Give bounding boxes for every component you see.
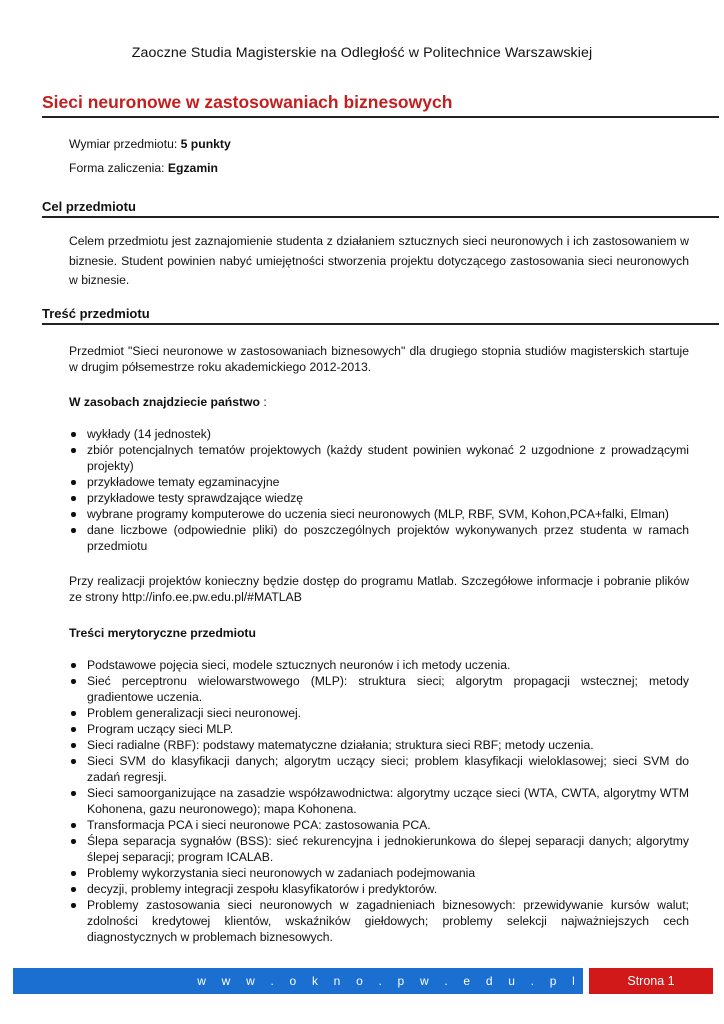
resources-heading-suffix: : (259, 395, 267, 409)
title-divider (42, 116, 719, 118)
meta-wymiar-label: Wymiar przedmiotu: (69, 137, 181, 151)
footer-bar (13, 968, 713, 994)
section-divider-cel (42, 216, 719, 218)
list-item: wykłady (14 jednostek) (69, 426, 689, 442)
footer-page-number: Strona 1 (589, 968, 713, 994)
meta-forma-label: Forma zaliczenia: (69, 161, 168, 175)
list-item: Sieci SVM do klasyfikacji danych; algorytm uczący sieci; problem klasyfikacji wieloklasowej; sieci SVM do zadań regresji. (69, 753, 689, 785)
list-item: Sieci radialne (RBF): podstawy matematyczne działania; struktura sieci RBF; metody uczenia. (69, 737, 689, 753)
resources-list (69, 426, 689, 554)
list-item: zbiór potencjalnych tematów projektowych (każdy student powinien wykonać 2 uzgodnione z prowadzącymi projekty) (69, 442, 689, 474)
meta-forma (69, 161, 218, 175)
list-item: Sieci samoorganizujące na zasadzie współzawodnictwa: algorytmy uczące sieci (WTA, CWTA, algorytmy WTM Kohonena, gazu neuronowego); mapa Kohonena. (69, 785, 689, 817)
section-heading-cel: Cel przedmiotu (42, 199, 136, 214)
list-item: Problemy wykorzystania sieci neuronowych w zadaniach podejmowania (69, 865, 689, 881)
list-item: Ślepa separacja sygnałów (BSS): sieć rekurencyjna i jednokierunkowa do ślepej separacji danych; algorytmy ślepej separacji; program ICALAB. (69, 833, 689, 865)
list-item: decyzji, problemy integracji zespołu klasyfikatorów i predyktorów. (69, 881, 689, 897)
footer-url-link[interactable]: w w w . o k n o . p w . e d u . p l (197, 974, 581, 988)
tresc-intro: Przedmiot "Sieci neuronowe w zastosowaniach biznesowych" dla drugiego stopnia studiów magisterskich startuje w drugim półsemestrze roku akademickiego 2012-2013. (69, 344, 689, 374)
list-item: Program uczący sieci MLP. (69, 721, 689, 737)
list-item: Problemy zastosowania sieci neuronowych w zagadnieniach biznesowych: przewidywanie kursów walut; zdolności kredytowej klientów, wskaźników giełdowych; problemy selekcji najważniejszych cech diagnostycznych w problemach biznesowych. (69, 897, 689, 945)
list-item: Sieć perceptronu wielowarstwowego (MLP): struktura sieci; algorytm propagacji wstecznej; metody gradientowe uczenia. (69, 673, 689, 705)
meta-wymiar-value: 5 punkty (180, 137, 231, 151)
content-list (69, 657, 689, 945)
list-item: Podstawowe pojęcia sieci, modele sztucznych neuronów i ich metody uczenia. (69, 657, 689, 673)
section-heading-tresc: Treść przedmiotu (42, 306, 150, 321)
section-divider-tresc (42, 323, 719, 325)
list-item: wybrane programy komputerowe do uczenia sieci neuronowych (MLP, RBF, SVM, Kohon,PCA+falki, Elman) (69, 506, 689, 522)
meta-wymiar (69, 137, 231, 151)
matlab-paragraph: Przy realizacji projektów konieczny będzie dostęp do programu Matlab. Szczegółowe informacje i pobranie plików ze strony http://info.ee.pw.edu.pl/#MATLAB (69, 574, 689, 604)
running-header: Zaoczne Studia Magisterskie na Odległość w Politechnice Warszawskiej (131, 45, 593, 61)
list-item: Transformacja PCA i sieci neuronowe PCA: zastosowania PCA. (69, 817, 689, 833)
footer-url-bar (13, 968, 583, 994)
list-item: dane liczbowe (odpowiednie pliki) do poszczególnych projektów wykonywanych przez studenta w ramach przedmiotu (69, 522, 689, 554)
content-heading: Treści merytoryczne przedmiotu (69, 626, 256, 640)
resources-heading-bold: W zasobach znajdziecie państwo (69, 395, 260, 409)
list-item: przykładowe testy sprawdzające wiedzę (69, 490, 689, 506)
list-item: Problem generalizacji sieci neuronowej. (69, 705, 689, 721)
cel-paragraph: Celem przedmiotu jest zaznajomienie studenta z działaniem sztucznych sieci neuronowych i ich zastosowaniem w biznesie. Student powinien nabyć umiejętności stworzenia projektu dotyczącego zastosowania sieci neuronowych w biznesie. (69, 234, 689, 287)
list-item: przykładowe tematy egzaminacyjne (69, 474, 689, 490)
resources-heading (69, 394, 689, 410)
meta-forma-value: Egzamin (167, 161, 219, 175)
page-title: Sieci neuronowe w zastosowaniach biznesowych (42, 92, 453, 112)
